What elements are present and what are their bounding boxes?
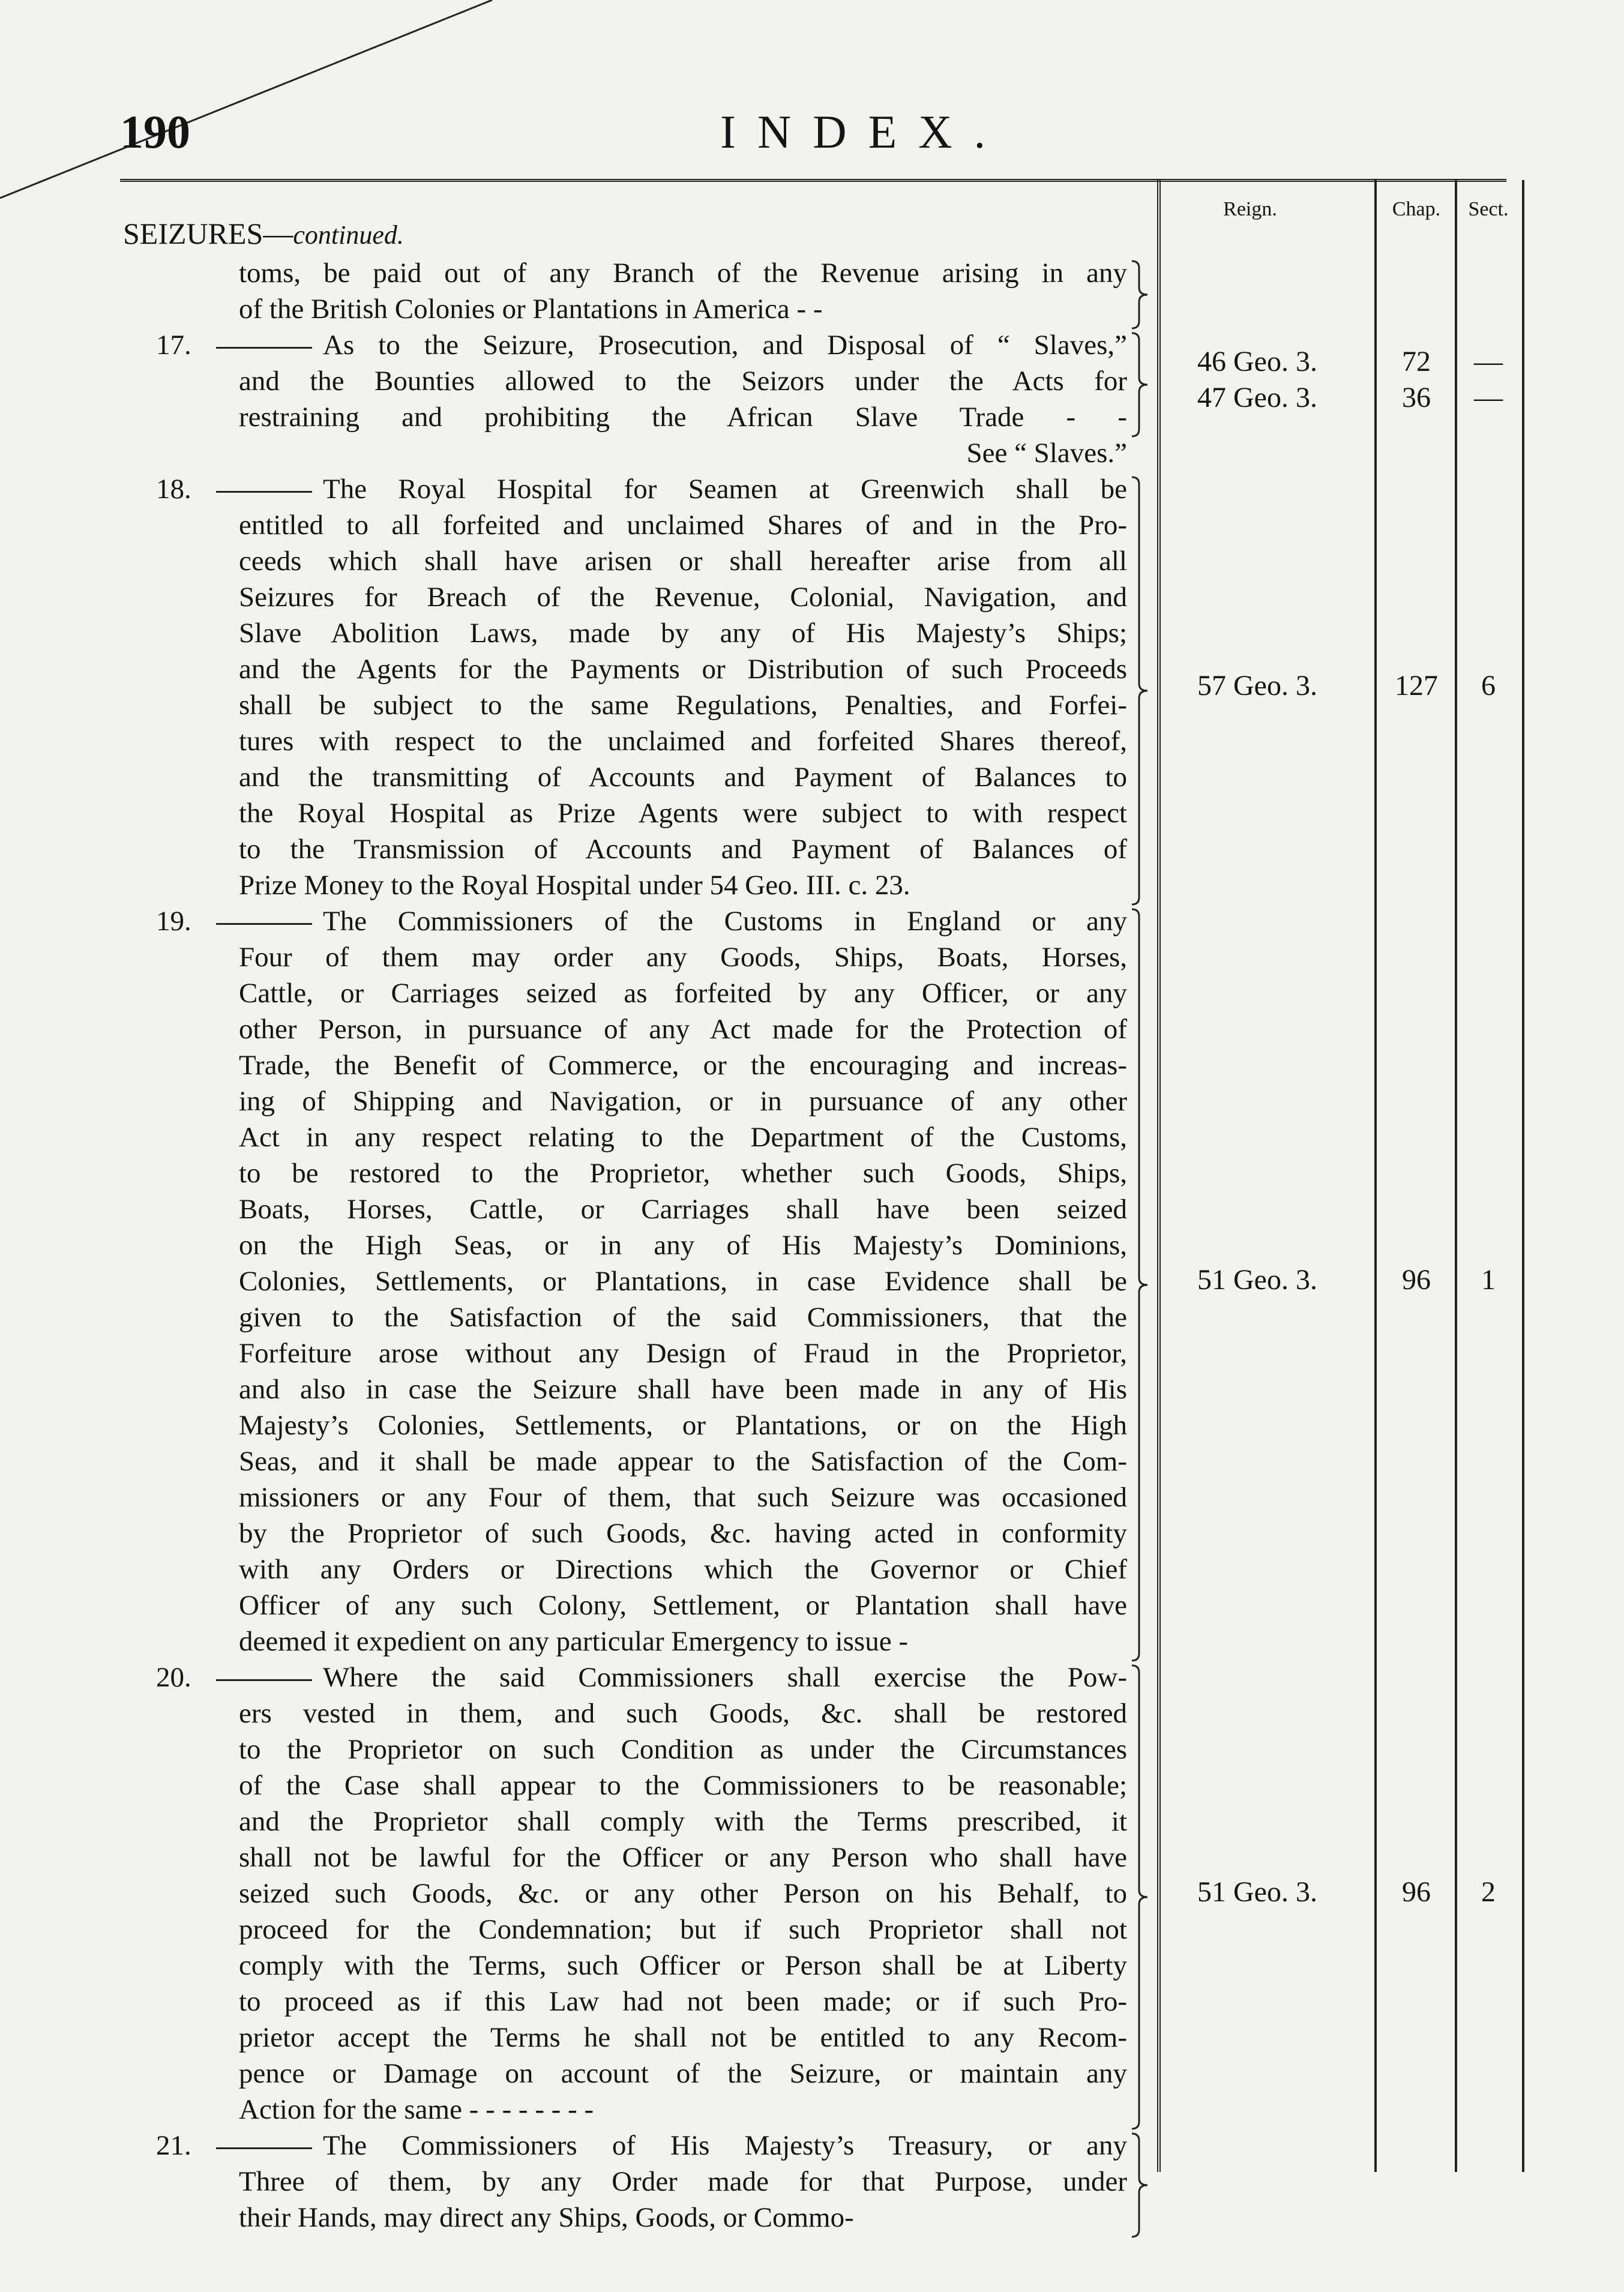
entry-text: shall not be lawful for the Officer or any Person who shall have [239,1842,1127,1873]
entry-line [239,2200,1127,2236]
ditto-dash [216,1679,312,1681]
entry-text: Act in any respect relating to the Department of the Customs, [239,1122,1127,1153]
entry-text: See “ Slaves.” [966,438,1127,469]
entry-line [239,1119,1127,1155]
entry-line [239,1875,1127,1912]
entry-number: 18. [156,474,191,505]
entry-line [239,1839,1127,1875]
ditto-dash [216,491,312,493]
entry-text: ceeds which shall have arisen or shall hereafter arise from all [239,546,1127,577]
entry-text: missioners or any Four of them, that such Seizure was occasioned [239,1482,1127,1513]
entry-text: Four of them may order any Goods, Ships, Boats, Horses, [239,942,1127,973]
entry-text: Trade, the Benefit of Commerce, or the encouraging and increas- [239,1050,1127,1081]
entry-line [239,1227,1127,1263]
citation-reign: 51 Geo. 3. [1197,1876,1317,1908]
entry-line [156,471,1127,507]
entry-text: comply with the Terms, such Officer or Person shall be at Liberty [239,1950,1127,1981]
entry-line [239,507,1127,543]
entry-line [239,1407,1127,1443]
entry-text: Prize Money to the Royal Hospital under 54 Geo. III. c. 23. [239,870,910,901]
citation-chap: 72 [1402,346,1431,377]
sect-column-rule [1455,180,1457,2172]
entry-text: restraining and prohibiting the African Slave Trade - - [239,402,1127,433]
entry-text: of the Case shall appear to the Commissioners to be reasonable; [239,1770,1127,1801]
entry-line [239,1191,1127,1227]
entry-line [239,255,1127,291]
entry-line [239,795,1127,831]
entry-line [239,399,1127,435]
section-heading: SEIZURES—continued. [123,217,404,250]
entry-text: The Commissioners of His Majesty’s Treasury, or any [323,2130,1127,2161]
entry-line [156,1659,1127,1695]
reign-column-rule [1157,180,1161,2172]
entry-text: to proceed as if this Law had not been made; or if such Pro- [239,1986,1127,2017]
entry-text: the Royal Hospital as Prize Agents were subject to with respect [239,798,1127,829]
entry-line [239,867,1127,903]
entry-text: proceed for the Condemnation; but if such Proprietor shall not [239,1914,1127,1945]
entry-line [239,687,1127,723]
entry-text: given to the Satisfaction of the said Commissioners, that the [239,1302,1127,1333]
entry-line [239,579,1127,615]
entry-line [239,831,1127,867]
entry-line [239,1767,1127,1803]
citation-reign: 57 Geo. 3. [1197,670,1317,702]
entry-text: deemed it expedient on any particular Emergency to issue - [239,1626,908,1657]
entry-brace [1129,907,1151,1663]
entry-line [239,543,1127,579]
entry-line [239,939,1127,975]
ditto-dash [216,923,312,925]
entry-text: Officer of any such Colony, Settlement, or Plantation shall have [239,1590,1127,1621]
entry-brace [1129,331,1151,439]
entry-line [239,2056,1127,2092]
citation-chap: 96 [1402,1876,1431,1908]
citation-sect: — [1474,382,1503,414]
citation-sect: — [1474,346,1503,377]
citation-chap: 127 [1395,670,1438,702]
entry-line [239,2164,1127,2200]
entry-text: and the Agents for the Payments or Distribution of such Proceeds [239,654,1127,685]
entry-text: other Person, in pursuance of any Act made for the Protection of [239,1014,1127,1045]
entry-line [239,1803,1127,1839]
entry-text: The Commissioners of the Customs in England or any [323,906,1127,937]
entry-line [239,1731,1127,1767]
entry-text: by the Proprietor of such Goods, &c. having acted in conformity [239,1518,1127,1549]
entry-text: pence or Damage on account of the Seizure, or maintain any [239,2058,1127,2089]
entry-text: and also in case the Seizure shall have been made in any of His [239,1374,1127,1405]
entry-text: and the Bounties allowed to the Seizors under the Acts for [239,365,1127,397]
entry-line [239,1047,1127,1083]
entry-text: Action for the same - - - - - - - - [239,2094,594,2125]
entry-text: prietor accept the Terms he shall not be entitled to any Recom- [239,2022,1127,2053]
entry-line [239,1551,1127,1587]
entry-line [239,1299,1127,1335]
entry-text: ers vested in them, and such Goods, &c. shall be restored [239,1698,1127,1729]
entry-text: to be restored to the Proprietor, whether such Goods, Ships, [239,1158,1127,1189]
entry-text: entitled to all forfeited and unclaimed Shares of and in the Pro- [239,510,1127,541]
scan-pen-stroke [0,0,540,228]
entry-text: to the Transmission of Accounts and Payment of Balances of [239,834,1127,865]
entry-number: 20. [156,1662,191,1693]
entry-line [239,723,1127,759]
citation-sect: 1 [1481,1264,1496,1296]
citation-sect: 6 [1481,670,1496,702]
entry-line [239,363,1127,399]
entry-text: and the Proprietor shall comply with the Terms prescribed, it [239,1806,1127,1837]
entry-text: to the Proprietor on such Condition as under the Circumstances [239,1734,1127,1765]
entry-text: and the transmitting of Accounts and Payment of Balances to [239,762,1127,793]
entry-line [239,2020,1127,2056]
entry-text: Majesty’s Colonies, Settlements, or Plantations, or on the High [239,1410,1127,1441]
entry-line [239,1443,1127,1479]
citation-reign: 46 Geo. 3. [1197,346,1317,377]
entry-line [239,1984,1127,2020]
entry-line [239,975,1127,1011]
entry-text: Slave Abolition Laws, made by any of His Majesty’s Ships; [239,618,1127,649]
header-rule [120,179,1506,182]
entry-text: Seizures for Breach of the Revenue, Colonial, Navigation, and [239,582,1127,613]
entry-line [156,2128,1127,2164]
entry-text: Boats, Horses, Cattle, or Carriages shall have been seized [239,1194,1127,1225]
entry-text: Colonies, Settlements, or Plantations, in case Evidence shall be [239,1266,1127,1297]
entry-text: ing of Shipping and Navigation, or in pursuance of any other [239,1086,1127,1117]
entry-line [156,903,1127,939]
entry-text: Three of them, by any Order made for that Purpose, under [239,2166,1127,2197]
entry-line [239,1695,1127,1731]
entry-line [239,291,1127,327]
citation-reign: 51 Geo. 3. [1197,1264,1317,1296]
entry-text: shall be subject to the same Regulations, Penalties, and Forfei- [239,690,1127,721]
entry-text: Forfeiture arose without any Design of Fraud in the Proprietor, [239,1338,1127,1369]
entry-line [239,1371,1127,1407]
entry-line [239,1623,1127,1659]
entry-brace [1129,475,1151,907]
entry-number: 21. [156,2130,191,2161]
entry-text: on the High Seas, or in any of His Majesty’s Dominions, [239,1230,1127,1261]
entry-line [239,651,1127,687]
ditto-dash [216,347,312,349]
entry-line [239,1155,1127,1191]
entry-text: As to the Seizure, Prosecution, and Disposal of “ Slaves,” [323,329,1127,361]
column-header-chap: Chap. [1392,198,1441,220]
entry-line [239,615,1127,651]
entry-text: Where the said Commissioners shall exercise the Pow- [323,1662,1127,1693]
entry-line [239,435,1127,471]
entry-line [239,2092,1127,2128]
entry-line [239,1263,1127,1299]
page-number: 190 [120,106,190,158]
entry-line [239,1587,1127,1623]
column-header-sect: Sect. [1468,198,1509,220]
entry-text: with any Orders or Directions which the Governor or Chief [239,1554,1127,1585]
entry-line [239,1948,1127,1984]
entry-brace [1129,1663,1151,2131]
chap-column-rule [1374,180,1377,2172]
entry-text: seized such Goods, &c. or any other Person on his Behalf, to [239,1878,1127,1909]
entry-brace [1129,2131,1151,2239]
entry-text: toms, be paid out of any Branch of the Revenue arising in any [239,257,1127,289]
right-column-rule [1522,180,1524,2172]
entry-text: Seas, and it shall be made appear to the Satisfaction of the Com- [239,1446,1127,1477]
entry-line [239,1479,1127,1515]
entry-number: 19. [156,906,191,937]
citation-reign: 47 Geo. 3. [1197,382,1317,414]
entry-line [156,327,1127,363]
entry-line [239,1912,1127,1948]
entry-line [239,1083,1127,1119]
entry-text: of the British Colonies or Plantations in America - - [239,293,823,325]
entry-brace [1129,259,1151,331]
entry-number: 17. [156,329,191,361]
column-header-reign: Reign. [1223,198,1277,220]
citation-sect: 2 [1481,1876,1496,1908]
entry-line [239,1011,1127,1047]
entry-line [239,759,1127,795]
page-title: INDEX. [720,106,1008,158]
citation-chap: 96 [1402,1264,1431,1296]
entry-line [239,1515,1127,1551]
entry-line [239,1335,1127,1371]
ditto-dash [216,2147,312,2149]
entry-text: their Hands, may direct any Ships, Goods, or Commo- [239,2202,854,2233]
entry-text: Cattle, or Carriages seized as forfeited by any Officer, or any [239,978,1127,1009]
entry-text: The Royal Hospital for Seamen at Greenwich shall be [323,474,1127,505]
entry-text: tures with respect to the unclaimed and forfeited Shares thereof, [239,726,1127,757]
citation-chap: 36 [1402,382,1431,414]
